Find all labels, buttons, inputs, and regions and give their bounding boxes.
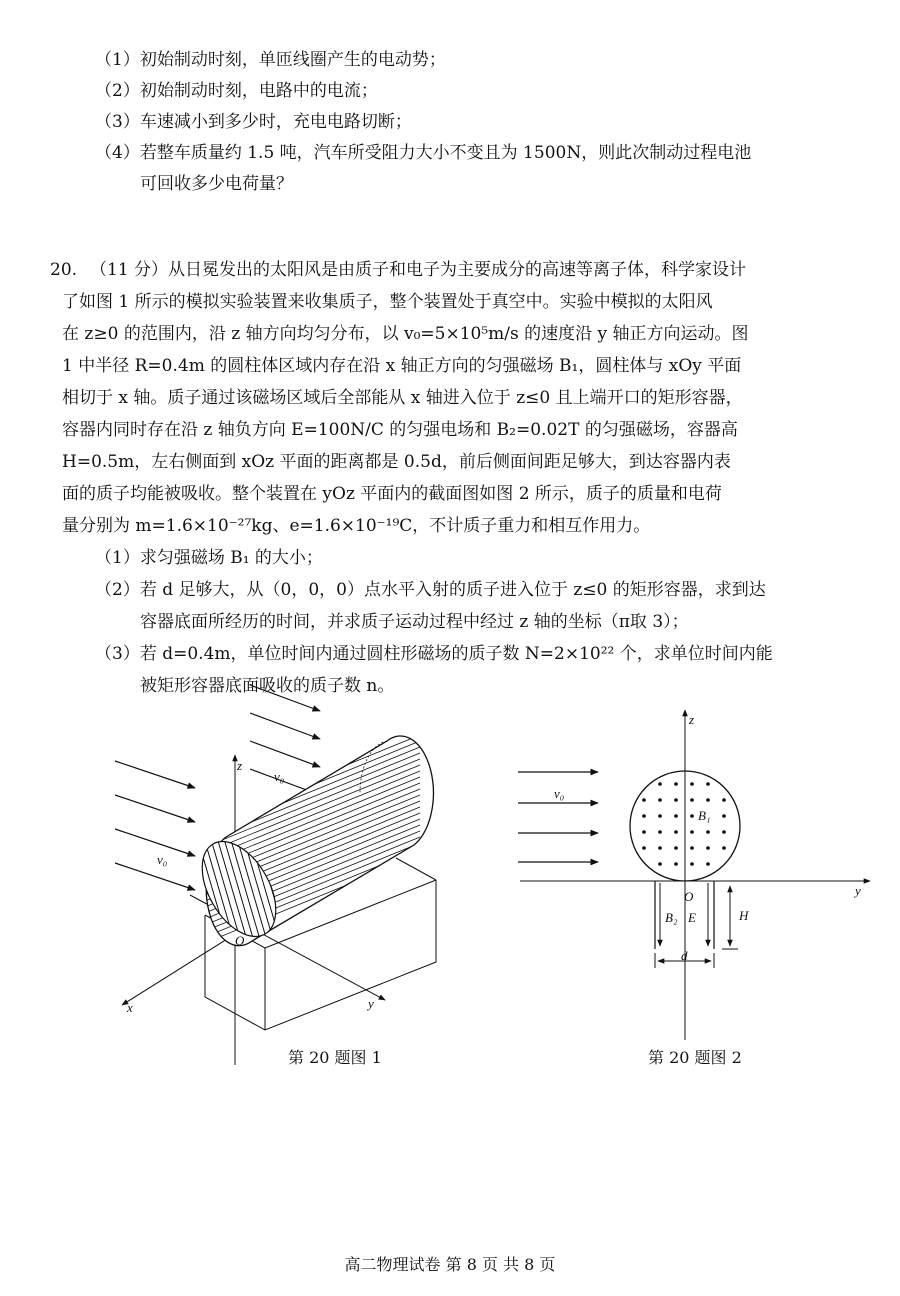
fig2-label-b1: B₁ [698, 808, 711, 823]
fig2-label-e: E [688, 910, 696, 925]
fig1-label-origin: O [235, 933, 245, 948]
fig2-label-y: y [855, 883, 861, 898]
fig2-label-h: H [739, 908, 749, 923]
fig2-label-b2: B₂ [665, 910, 678, 925]
page-footer: 高二物理试卷 第 8 页 共 8 页 [344, 1255, 556, 1274]
fig2-label-origin: O [684, 889, 694, 904]
fig1-label-y: y [368, 996, 374, 1011]
q20-sub-3: （3）若 d=0.4m，单位时间内通过圆柱形磁场的质子数 N=2×10²² 个，求单位时间内能 [95, 644, 773, 664]
cylinder-magnetic-field [178, 735, 433, 959]
prev-question-3: （3）车速减小到多少时，充电电路切断； [95, 112, 412, 132]
q20-line-3: 在 z≥0 的范围内，沿 z 轴方向均匀分布，以 v₀=5×10⁵m/s 的速度沿 y 轴正方向运动。图 [62, 324, 749, 344]
q20-line-5: 相切于 x 轴。质子通过该磁场区域后全部能从 x 轴进入位于 z≤0 且上端开口的矩形容器， [62, 388, 743, 408]
wind-arrows-left [115, 761, 195, 890]
q20-line-6: 容器内同时存在沿 z 轴负方向 E=100N/C 的匀强电场和 B₂=0.02T 的匀强磁场，容器高 [62, 420, 738, 440]
fig1-label-v0-left: v₀ [157, 852, 168, 867]
fig1-label-x: x [127, 1000, 133, 1015]
q20-line-9: 量分别为 m=1.6×10⁻²⁷kg、e=1.6×10⁻¹⁹C，不计质子重力和相互作用力。 [62, 516, 651, 536]
prev-question-1: （1）初始制动时刻，单匝线圈产生的电动势； [95, 50, 446, 70]
figure-1-caption: 第 20 题图 1 [288, 1048, 382, 1067]
figure-2-cross-section [510, 700, 890, 1045]
prev-question-4: （4）若整车质量约 1.5 吨，汽车所受阻力大小不变且为 1500N，则此次制动过程电池 [95, 143, 752, 163]
q20-line-7: H=0.5m，左右侧面到 xOz 平面的距离都是 0.5d，前后侧面间距足够大，到达容器内表 [62, 452, 731, 472]
prev-question-2: （2）初始制动时刻，电路中的电流； [95, 81, 378, 101]
fig2-label-v0: v₀ [554, 786, 565, 801]
q20-line-1: （11 分）从日冕发出的太阳风是由质子和电子为主要成分的高速等离子体，科学家设计 [90, 260, 747, 280]
q20-line-4: 1 中半径 R=0.4m 的圆柱体区域内存在沿 x 轴正方向的匀强磁场 B₁，圆柱体与 xOy 平面 [62, 356, 742, 376]
q20-sub-1: （1）求匀强磁场 B₁ 的大小； [95, 548, 323, 568]
fig2-b1-dots [642, 782, 726, 866]
q20-number: 20. [50, 260, 78, 280]
fig1-label-z: z [237, 758, 243, 773]
prev-question-4-cont: 可回收多少电荷量？ [140, 174, 293, 194]
figure-2-caption: 第 20 题图 2 [648, 1048, 742, 1067]
q20-sub-2-cont: 容器底面所经历的时间，并求质子运动过程中经过 z 轴的坐标（π取 3）； [140, 612, 689, 632]
fig2-label-d: d [681, 948, 688, 963]
q20-line-8: 面的质子均能被吸收。整个装置在 yOz 平面内的截面图如图 2 所示，质子的质量和电荷 [62, 484, 722, 504]
fig2-label-z: z [689, 712, 695, 727]
q20-line-2: 了如图 1 所示的模拟实验装置来收集质子，整个装置处于真空中。实验中模拟的太阳风 [62, 292, 713, 312]
wind-arrows-upper [250, 685, 320, 795]
fig1-label-v0-upper: v₀ [274, 769, 285, 784]
fig2-h-dimension [722, 886, 738, 949]
q20-sub-2: （2）若 d 足够大，从（0，0，0）点水平入射的质子进入位于 z≤0 的矩形容器，求到达 [95, 580, 766, 600]
q20-sub-3-cont: 被矩形容器底面吸收的质子数 n。 [140, 676, 395, 696]
figure-1-apparatus [100, 675, 500, 1070]
